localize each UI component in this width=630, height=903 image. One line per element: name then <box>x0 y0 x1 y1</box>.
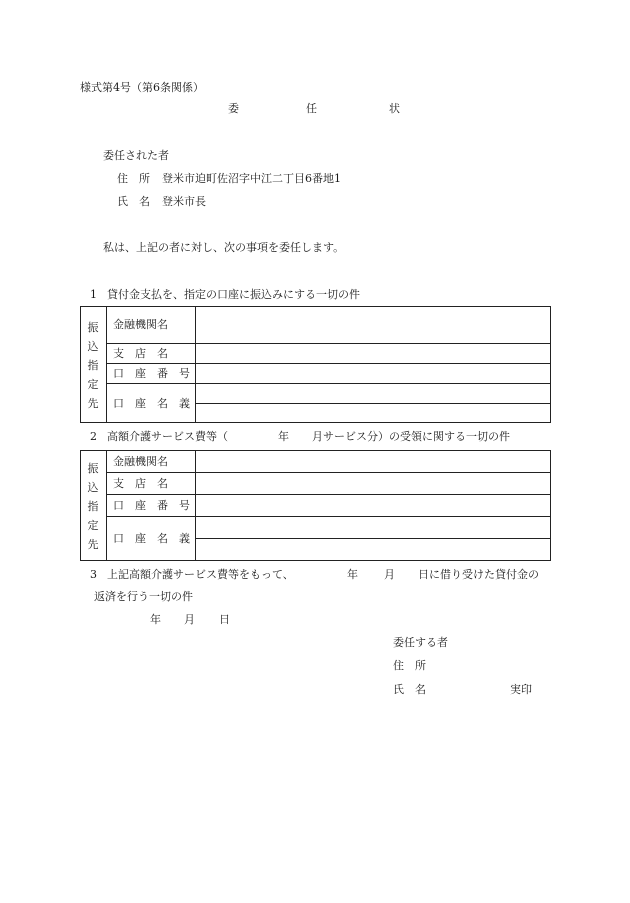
table-rule <box>106 383 551 384</box>
title-char-1: 委 <box>228 102 239 115</box>
row-account-holder: 口 座 名 義 <box>113 532 190 545</box>
side-char: 先 <box>87 397 99 410</box>
item3-line1-a: 上記高額介護サービス費等をもって、 <box>107 568 294 581</box>
form-number: 様式第4号（第6条関係） <box>80 81 204 94</box>
seal-label: 実印 <box>510 683 532 696</box>
delegate-address-label: 住 所 <box>117 172 150 185</box>
table-rule <box>106 472 551 473</box>
side-char: 先 <box>87 538 99 551</box>
row-branch-name: 支 店 名 <box>113 347 168 360</box>
table-divider <box>195 450 196 561</box>
item2-number: 2 <box>90 430 97 443</box>
side-char: 指 <box>87 359 99 372</box>
delegator-address-label: 住 所 <box>393 659 426 672</box>
row-bank-name: 金融機関名 <box>113 318 168 331</box>
side-char: 定 <box>87 378 99 391</box>
side-label-2 <box>80 459 106 554</box>
delegator-name-label: 氏 名 <box>393 683 426 696</box>
table-rule <box>106 516 551 517</box>
item3-line1-b: 日に借り受けた貸付金の <box>418 568 539 581</box>
item1-number: 1 <box>90 288 97 301</box>
delegator-heading: 委任する者 <box>393 636 448 649</box>
statement: 私は、上記の者に対し、次の事項を委任します。 <box>103 241 345 254</box>
row-account-number: 口 座 番 号 <box>113 367 190 380</box>
date-day: 日 <box>219 613 230 626</box>
table-rule <box>195 403 551 404</box>
item2-year: 年 <box>278 430 289 443</box>
side-char: 定 <box>87 519 99 532</box>
item3-line2: 返済を行う一切の件 <box>94 590 193 603</box>
row-account-holder: 口 座 名 義 <box>113 397 190 410</box>
date-year: 年 <box>150 613 161 626</box>
item2-text-a: 高額介護サービス費等（ <box>107 430 228 443</box>
side-char: 込 <box>87 481 99 494</box>
date-month: 月 <box>184 613 195 626</box>
item3-number: 3 <box>90 568 97 581</box>
title-char-2: 任 <box>306 102 317 115</box>
delegate-address-value: 登米市迫町佐沼字中江二丁目6番地1 <box>162 172 341 185</box>
table-rule <box>106 494 551 495</box>
delegate-heading: 委任された者 <box>103 149 169 162</box>
delegate-name-label: 氏 名 <box>117 195 150 208</box>
row-branch-name: 支 店 名 <box>113 477 168 490</box>
side-label-1 <box>80 318 106 413</box>
row-account-number: 口 座 番 号 <box>113 499 190 512</box>
table-rule <box>106 363 551 364</box>
side-char: 込 <box>87 340 99 353</box>
table-rule <box>106 343 551 344</box>
item3-month: 月 <box>384 568 395 581</box>
item1-text: 貸付金支払を、指定の口座に振込みにする一切の件 <box>107 288 360 301</box>
side-char: 指 <box>87 500 99 513</box>
table-divider <box>106 306 107 423</box>
item3-year: 年 <box>347 568 358 581</box>
delegate-name-value: 登米市長 <box>162 195 206 208</box>
side-char: 振 <box>87 321 99 334</box>
row-bank-name: 金融機関名 <box>113 455 168 468</box>
table-divider <box>195 306 196 423</box>
table-divider <box>106 450 107 561</box>
item2-text-b: 月サービス分）の受領に関する一切の件 <box>312 430 510 443</box>
title-char-3: 状 <box>389 102 400 115</box>
table-rule <box>195 538 551 539</box>
side-char: 振 <box>87 462 99 475</box>
